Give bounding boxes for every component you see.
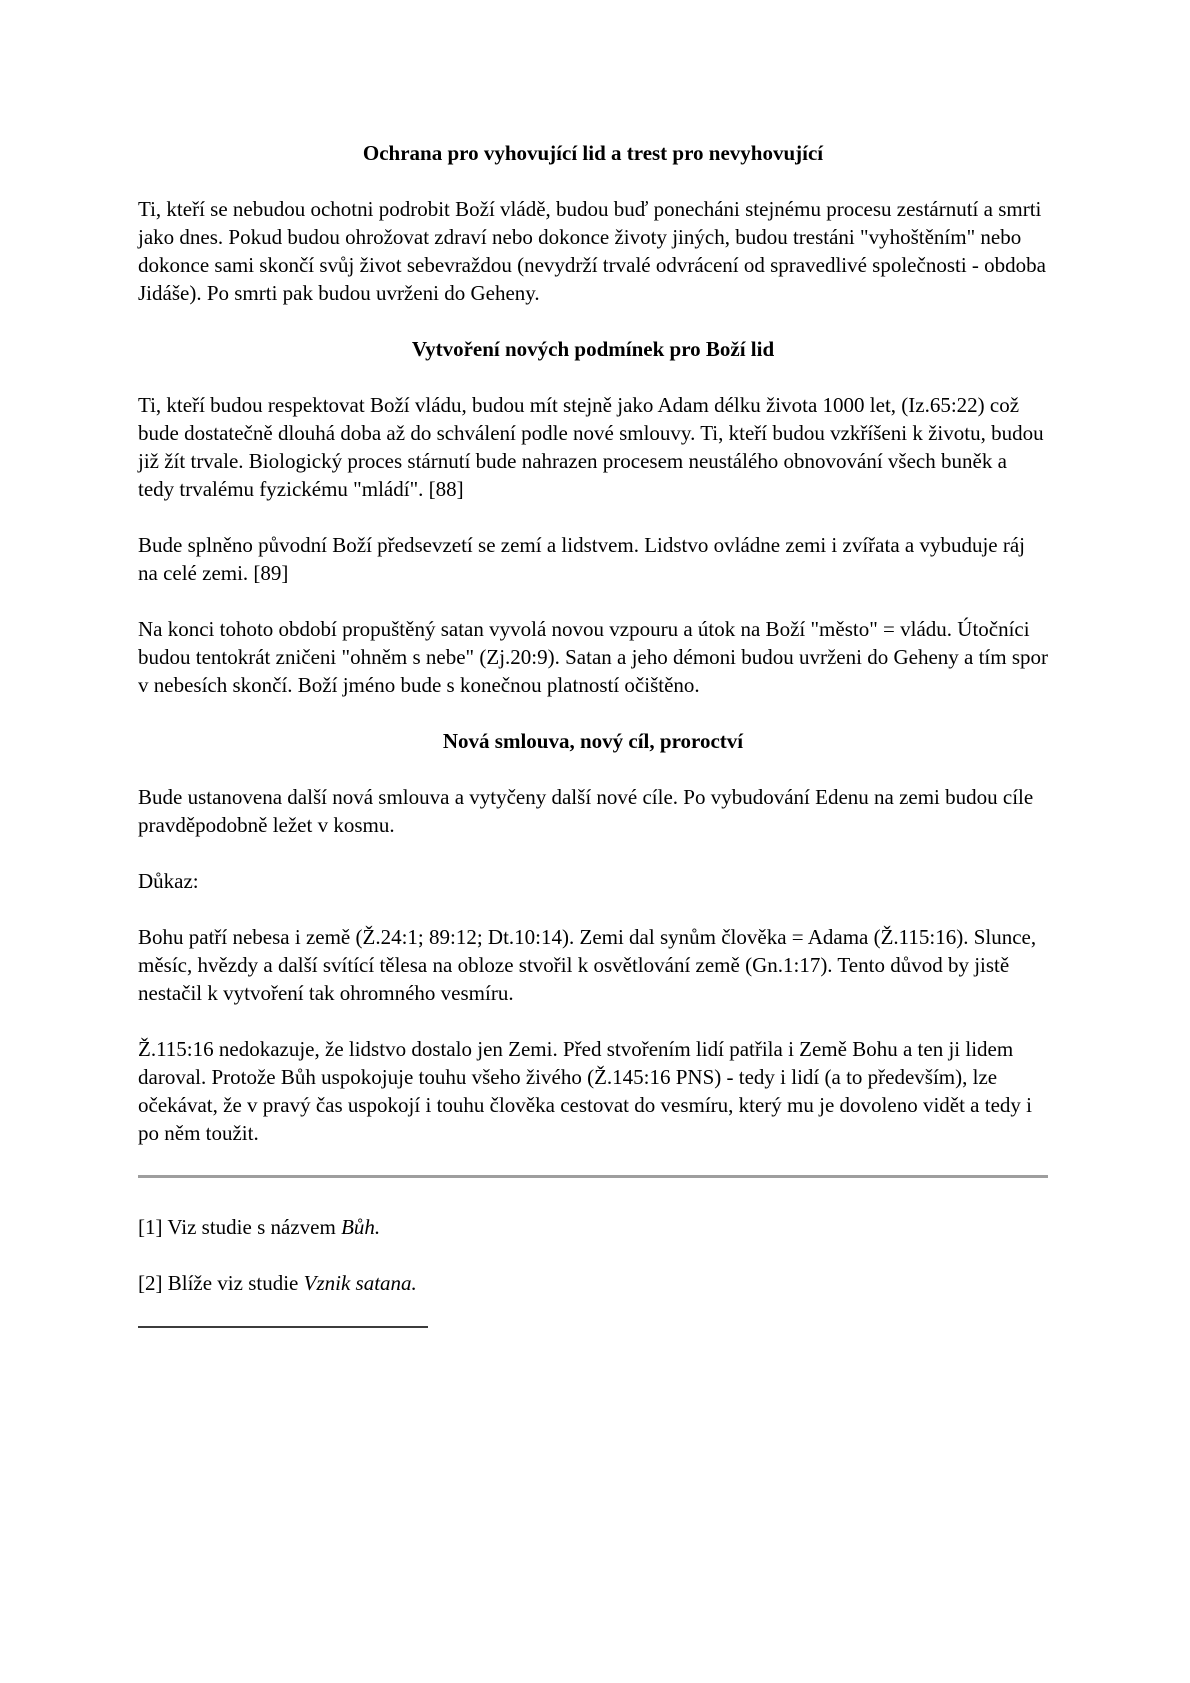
paragraph-new-goals: Bude ustanovena další nová smlouva a vytyčeny další nové cíle. Po vybudování Edenu na zemi budou cíle pravděpodobně ležet v kosmu. <box>138 785 1034 837</box>
paragraph-punishment: Ti, kteří se nebudou ochotni podrobit Boží vládě, budou buď ponecháni stejnému procesu zestárnutí a smrti jako dnes. Pokud budou ohrožovat zdraví nebo dokonce životy jiných, budou trestáni "vyhoštěním" nebo dokonce sami skončí svůj život sebevraždou (nevydrží trvalé odvrácení od spravedlivé společnosti - obdoba Jidáše). Po smrti pak budou uvrženi do Geheny. <box>138 197 1046 305</box>
paragraph-paradise: Bude splněno původní Boží předsevzetí se zemí a lidstvem. Lidstvo ovládne zemi i zvířata a vybuduje ráj na celé zemi. [89] <box>138 533 1026 585</box>
paragraph-lifespan: Ti, kteří budou respektovat Boží vládu, budou mít stejně jako Adam délku života 1000 let, (Iz.65:22) což bude dostatečně dlouhá doba až do schválení podle nové smlouvy. Ti, kteří budou vzkříšeni k životu, budou již žít trvale. Biologický proces stárnutí bude nahrazen procesem neustálého obnovování všech buněk a tedy trvalému fyzickému "mládí". [88] <box>138 393 1044 501</box>
section-heading-protection: Ochrana pro vyhovující lid a trest pro nevyhovující <box>362 141 824 165</box>
footnote-divider-line <box>138 1326 428 1328</box>
footnote-1 <box>138 1213 1048 1241</box>
footnote-2-text: [2] Blíže viz studie <box>138 1271 304 1295</box>
section-heading-new-conditions: Vytvoření nových podmínek pro Boží lid <box>411 337 775 361</box>
footnote-1-work-title: Bůh. <box>341 1215 381 1239</box>
footnote-2-work-title: Vznik satana. <box>303 1271 417 1295</box>
footnote-separator-rule <box>138 1175 1048 1178</box>
section-heading-new-covenant: Nová smlouva, nový cíl, proroctví <box>442 729 744 753</box>
paragraph-heavens-belong-to-god: Bohu patří nebesa i země (Ž.24:1; 89:12; Dt.10:14). Zemi dal synům člověka = Adama (Ž.115:16). Slunce, měsíc, hvězdy a další svítící tělesa na obloze stvořil k osvětlování země (Gn.1:17). Tento důvod by jistě nestačil k vytvoření tak ohromného vesmíru. <box>138 925 1037 1005</box>
paragraph-space-travel: Ž.115:16 nedokazuje, že lidstvo dostalo jen Zemi. Před stvořením lidí patřila i Země Bohu a ten ji lidem daroval. Protože Bůh uspokojuje touhu všeho živého (Ž.145:16 PNS) - tedy i lidí (a to především), lze očekávat, že v pravý čas uspokojí i touhu člověka cestovat do vesmíru, který mu je dovoleno vidět a tedy i po něm toužit. <box>138 1037 1032 1145</box>
footnote-1-text: [1] Viz studie s názvem <box>138 1215 342 1239</box>
paragraph-proof-label: Důkaz: <box>138 869 199 893</box>
footnote-2 <box>138 1269 1048 1297</box>
paragraph-satan-revolt: Na konci tohoto období propuštěný satan vyvolá novou vzpouru a útok na Boží "město" = vládu. Útočníci budou tentokrát zničeni "ohněm s nebe" (Zj.20:9). Satan a jeho démoni budou uvrženi do Geheny a tím spor v nebesích skončí. Boží jméno bude s konečnou platností očištěno. <box>138 617 1049 697</box>
